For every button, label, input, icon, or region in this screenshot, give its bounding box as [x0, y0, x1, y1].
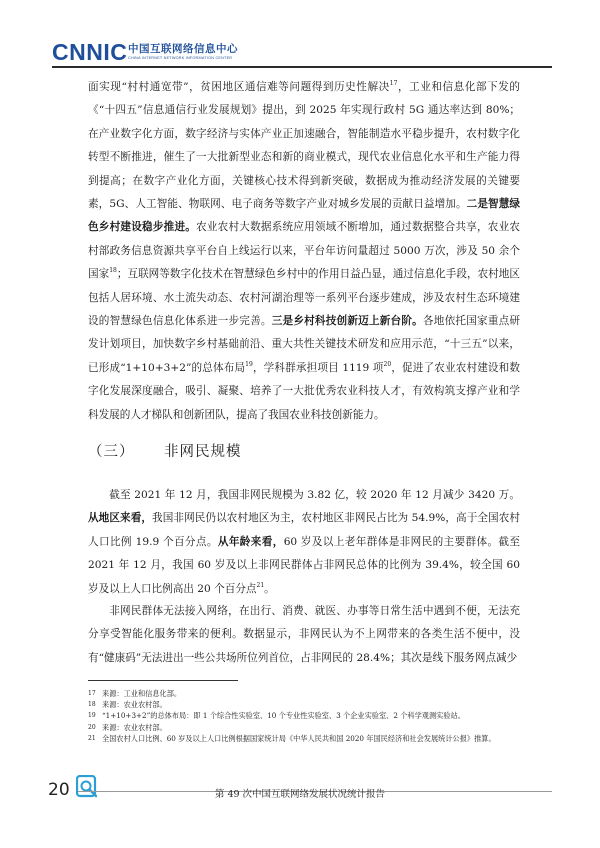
footnote-number: 20: [88, 723, 96, 731]
paragraph-1: [88, 76, 520, 427]
p2-bold-lead: 从年龄来看，: [217, 535, 284, 548]
footnote-17: [88, 688, 520, 699]
footnote-text: 来源：农业农村部。: [102, 722, 167, 732]
org-name: 中国互联网络信息中心: [128, 43, 238, 55]
cnnic-logo: CNNIC: [52, 39, 128, 65]
footer-title: 第 49 次中国互联网络发展状况统计报告: [214, 789, 386, 800]
org-name-en: CHINA INTERNET NETWORK INFORMATION CENTER: [128, 56, 233, 60]
footnote-ref-17[interactable]: 17: [389, 80, 398, 87]
p1-text: 农业农村大数据系统应用领域不断增加，通过数据整合共享，农业农村部政务信息资源共享平台自上线运行以来，平台年访问量超过 5000 万次，涉及 50 余个国家: [88, 221, 521, 281]
footnote-21: [88, 733, 520, 744]
section-number: （三）: [88, 444, 135, 460]
footnote-20: [88, 722, 520, 733]
footnote-text: “1+10+3+2”的总体布局：即 1 个综合性实验室、10 个专业性实验室、3 个企业实验室、2 个科学观测实验站。: [102, 711, 465, 721]
page-number: 20: [48, 780, 70, 800]
p1-text: 各地依托国家重点研发计划项目，加快数字乡村基础前沿、重大共性关键技术研发和应用示范，“十三五”以来，已形成“1+10+3+2”的总体布局: [88, 315, 521, 374]
paragraph-2: [88, 484, 520, 601]
footnote-rule: [88, 680, 238, 681]
footnote-ref-18[interactable]: 18: [109, 267, 117, 275]
page-header: [52, 38, 552, 68]
p1-bold-lead: 二是智慧绿色乡村建设稳步推进。: [88, 198, 520, 234]
footnote-number: 21: [88, 734, 96, 742]
p2-text: 我国非网民仍以农村地区为主，农村地区非网民占比为 54.9%，高于全国农村人口比例 19.9 个百分点。: [88, 512, 520, 548]
footnote-ref-21[interactable]: 21: [256, 581, 265, 589]
p1-text: 面实现“村村通宽带”，贫困地区通信难等问题得到历史性解决: [88, 81, 390, 93]
footnotes: [88, 688, 520, 744]
p1-text: ；互联网等数字化技术在智慧绿色乡村中的作用日益凸显，通过信息化手段，农村地区包括人居环境、水土流失动态、农村河湖治理等一系列平台逐步建成，涉及农村生态环境建设的智慧绿色信息化体系进一步完善。: [88, 268, 520, 328]
footnote-text: 全国农村人口比例、60 岁及以上人口比例根据国家统计局《中华人民共和国 2020 年国民经济和社会发展统计公报》推算。: [102, 733, 496, 743]
p1-text: ，学科群承担项目 1119 项: [252, 361, 384, 374]
footnote-19: [88, 710, 520, 721]
footnote-ref-19[interactable]: 19: [245, 360, 253, 368]
footnote-number: 17: [88, 690, 96, 697]
paragraph-3: [88, 600, 520, 670]
footnote-18: [88, 699, 520, 710]
p2-text: 截至 2021 年 12 月，我国非网民规模为 3.82 亿，较 2020 年 12 月减少 3420 万。: [109, 489, 520, 501]
p3-text: 非网民群体无法接入网络，在出行、消费、就医、办事等日常生活中遇到不便，无法充分享受智能化服务带来的便利。数据显示，非网民认为不上网带来的各类生活不便中，没有“健康码”无法进出一些公共场所位列首位，占非网民的 28.4%；其次是线下服务网点减少: [88, 605, 520, 664]
footnote-text: 来源：农业农村部。: [102, 700, 167, 710]
p2-text: 。: [264, 582, 275, 595]
p1-text: ，促进了农业农村建设和数字化发展深度融合，吸引、凝聚、培养了一大批优秀农业科技人才，有效构筑支撑产业和学科发展的人才梯队和创新团队，提高了我国农业科技创新能力。: [88, 361, 520, 421]
header-rule: [52, 66, 552, 68]
p1-bold-lead: 三是乡村科技创新迈上新台阶。: [271, 315, 423, 328]
footnote-ref-20[interactable]: 20: [383, 360, 392, 368]
footnote-text: 来源：工业和信息化部。: [102, 689, 182, 698]
p1-text: ，工业和信息化部下发的《“十四五”信息通信行业发展规划》提出，到 2025 年实现行政村 5G 通达率达到 80%；在产业数字化方面，数字经济与实体产业正加速融合，智能制造水平稳步提升，农村数字化转型不断推进，催生了一大批新型业态和新的商业模式，现代农业信息化水平和生产能力得到提高；在数字产业化方面，关键核心技术得到新突破，数据成为推动经济发展的关键要素，5G、人工智能、物联网、电子商务等数字产业对城乡发展的贡献日益增加。: [88, 81, 520, 211]
section-heading: [88, 440, 242, 461]
section-title: 非网民规模: [164, 444, 242, 460]
p2-bold-lead: 从地区来看，: [88, 512, 153, 525]
p2-text: 60 岁及以上老年群体是非网民的主要群体。截至 2021 年 12 月，我国 60 岁及以上非网民群体占非网民总体的比例为 39.4%，较全国 60 岁及以上人口比例高出 20 个百分点: [88, 535, 520, 595]
footnote-number: 18: [88, 701, 96, 709]
footnote-number: 19: [88, 712, 96, 720]
